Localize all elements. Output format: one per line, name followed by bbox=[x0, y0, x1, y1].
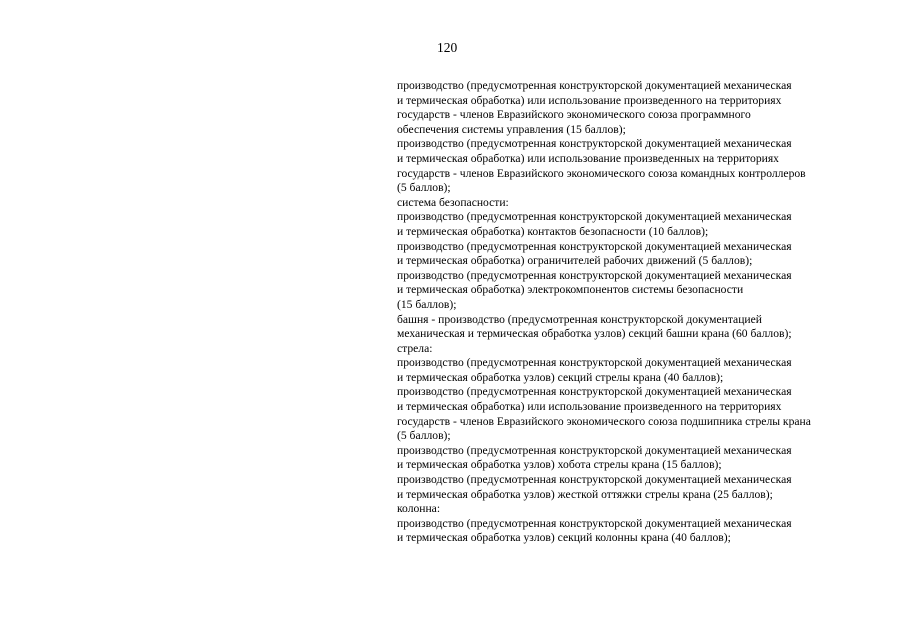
section-heading: колонна: bbox=[397, 502, 441, 516]
text-line: производство (предусмотренная конструкторской документацией механическая bbox=[397, 356, 792, 370]
text-line: и термическая обработка) электрокомпонентов системы безопасности bbox=[397, 283, 744, 297]
section-heading: система безопасности: bbox=[397, 195, 509, 209]
text-line: производство (предусмотренная конструкторской документацией механическая bbox=[397, 443, 792, 457]
text-line: производство (предусмотренная конструкторской документацией механическая bbox=[397, 239, 792, 253]
text-line: государств - членов Евразийского экономического союза подшипника стрелы крана bbox=[397, 414, 811, 428]
text-line: и термическая обработка узлов) хобота стрелы крана (15 баллов); bbox=[397, 458, 722, 472]
text-line: (5 баллов); bbox=[397, 429, 451, 443]
section-heading: стрела: bbox=[397, 341, 433, 355]
text-line: (5 баллов); bbox=[397, 181, 451, 195]
text-line: и термическая обработка) или использование произведенного на территориях bbox=[397, 93, 782, 107]
text-line: и термическая обработка) или использование произведенных на территориях bbox=[397, 151, 779, 165]
text-line: государств - членов Евразийского экономического союза программного bbox=[397, 108, 751, 122]
text-line: (15 баллов); bbox=[397, 297, 457, 311]
page-number: 120 bbox=[437, 40, 458, 55]
text-line: производство (предусмотренная конструкторской документацией механическая bbox=[397, 385, 792, 399]
text-line: производство (предусмотренная конструкторской документацией механическая bbox=[397, 137, 792, 151]
text-line: производство (предусмотренная конструкторской документацией механическая bbox=[397, 210, 792, 224]
text-line: и термическая обработка) контактов безопасности (10 баллов); bbox=[397, 224, 709, 238]
text-line: и термическая обработка) ограничителей рабочих движений (5 баллов); bbox=[397, 254, 753, 268]
text-line: механическая и термическая обработка узлов) секций башни крана (60 баллов); bbox=[397, 327, 792, 341]
text-line: производство (предусмотренная конструкторской документацией механическая bbox=[397, 516, 792, 530]
text-line: производство (предусмотренная конструкторской документацией механическая bbox=[397, 268, 792, 282]
text-line: производство (предусмотренная конструкторской документацией механическая bbox=[397, 473, 792, 487]
text-line: и термическая обработка) или использование произведенного на территориях bbox=[397, 400, 782, 414]
text-line: и термическая обработка узлов) жесткой оттяжки стрелы крана (25 баллов); bbox=[397, 487, 773, 501]
text-line: башня - производство (предусмотренная конструкторской документацией bbox=[397, 312, 762, 326]
text-line: обеспечения системы управления (15 баллов); bbox=[397, 122, 626, 136]
text-line: государств - членов Евразийского экономического союза командных контроллеров bbox=[397, 166, 806, 180]
text-line: производство (предусмотренная конструкторской документацией механическая bbox=[397, 79, 792, 92]
document-text bbox=[397, 79, 887, 546]
text-line: и термическая обработка узлов) секций колонны крана (40 баллов); bbox=[397, 531, 731, 545]
text-line: и термическая обработка узлов) секций стрелы крана (40 баллов); bbox=[397, 370, 724, 384]
